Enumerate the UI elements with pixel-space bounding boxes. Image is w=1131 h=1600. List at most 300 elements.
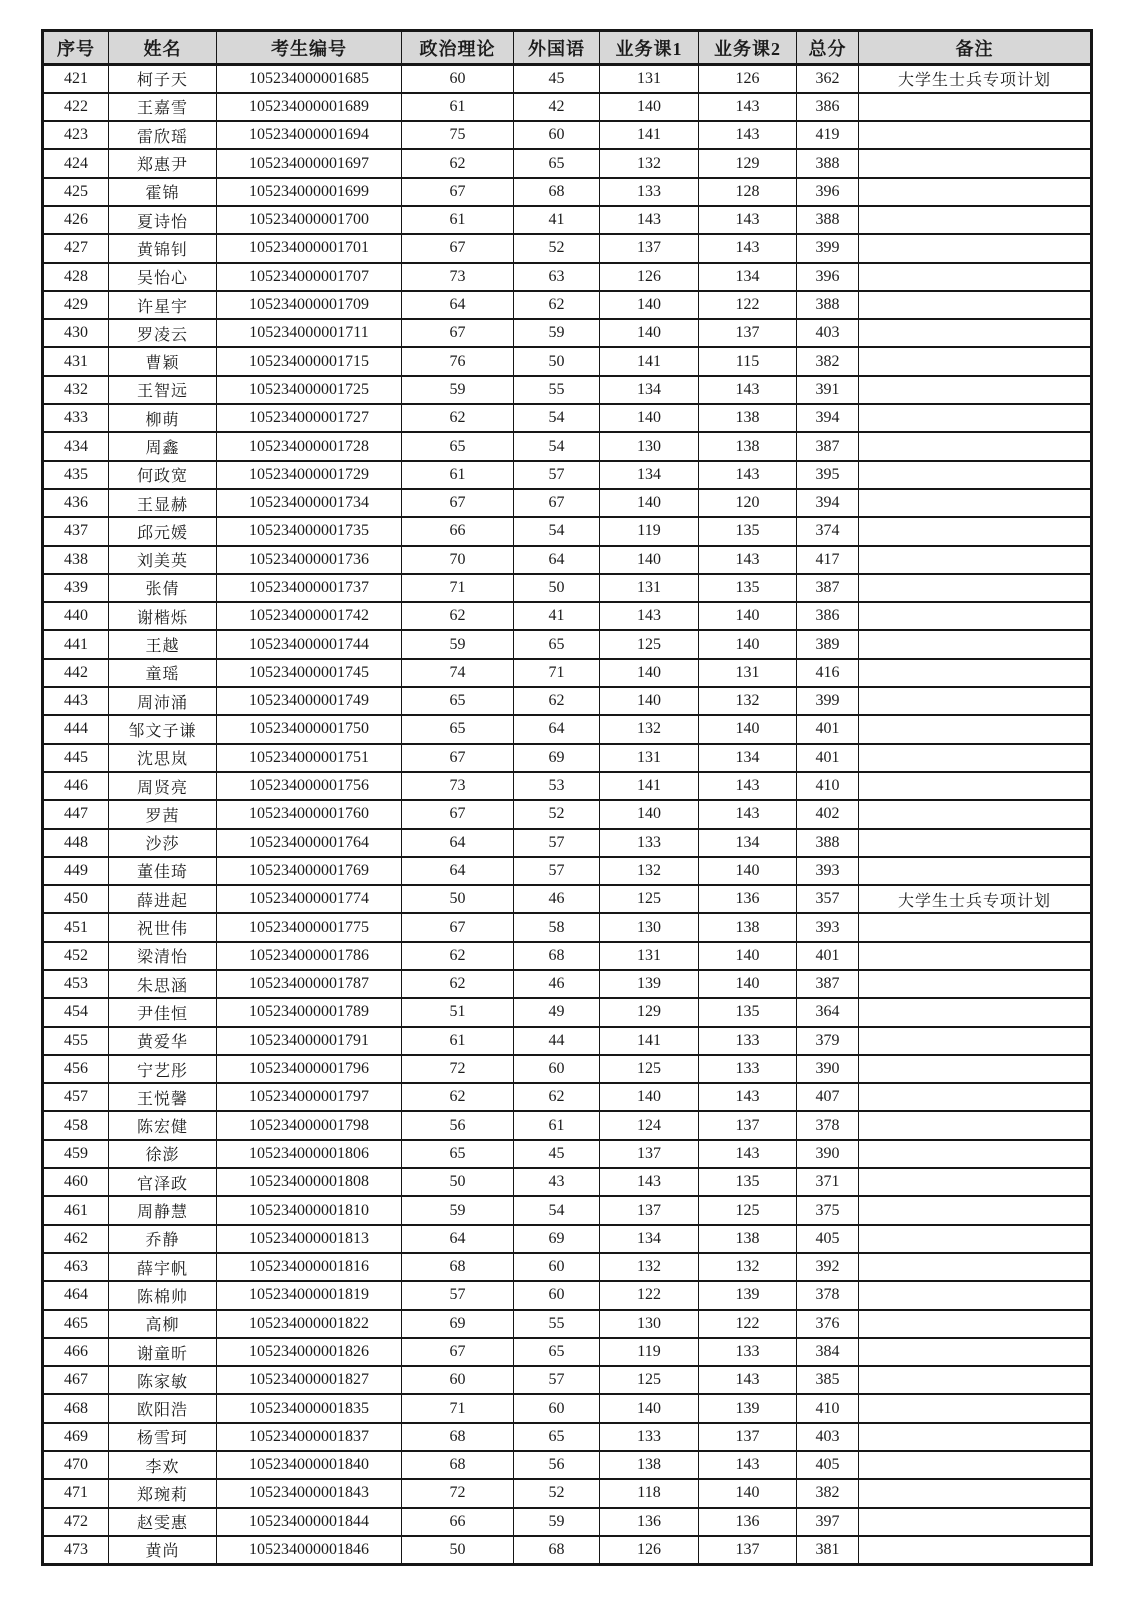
remark-cell [859,1111,1092,1139]
table-cell: 55 [514,376,600,404]
table-cell: 59 [402,1196,514,1224]
table-cell: 140 [699,970,797,998]
table-cell: 62 [402,602,514,630]
table-cell: 393 [797,857,859,885]
table-row [43,376,1092,404]
table-cell: 431 [43,347,109,375]
table-cell: 122 [699,1310,797,1338]
table-cell: 133 [600,178,699,206]
table-cell: 439 [43,574,109,602]
table-cell: 449 [43,857,109,885]
name-cell: 童瑶 [109,659,217,687]
table-cell: 118 [600,1479,699,1507]
table-cell: 465 [43,1310,109,1338]
remark-cell [859,432,1092,460]
table-cell: 125 [600,1366,699,1394]
table-row [43,1508,1092,1536]
table-cell: 105234000001750 [217,715,402,743]
remark-cell [859,234,1092,262]
table-row [43,1140,1092,1168]
table-row [43,319,1092,347]
score-table [41,29,1093,1566]
remark-cell [859,1310,1092,1338]
remark-cell [859,1196,1092,1224]
table-cell: 132 [600,149,699,177]
remark-cell [859,1225,1092,1253]
table-cell: 65 [514,149,600,177]
table-cell: 49 [514,998,600,1026]
table-cell: 140 [600,404,699,432]
name-cell: 邹文子谦 [109,715,217,743]
table-cell: 455 [43,1027,109,1055]
table-cell: 140 [699,715,797,743]
table-cell: 140 [600,546,699,574]
name-cell: 薛进起 [109,885,217,913]
table-cell: 138 [699,432,797,460]
name-cell: 周贤亮 [109,772,217,800]
table-cell: 68 [402,1253,514,1281]
table-cell: 57 [514,857,600,885]
table-cell: 69 [402,1310,514,1338]
table-cell: 132 [600,715,699,743]
table-cell: 105234000001774 [217,885,402,913]
table-row [43,1451,1092,1479]
table-cell: 105234000001837 [217,1423,402,1451]
table-cell: 143 [699,461,797,489]
table-cell: 386 [797,602,859,630]
table-cell: 140 [600,93,699,121]
column-header: 总分 [797,31,859,65]
table-cell: 140 [699,602,797,630]
table-cell: 60 [514,121,600,149]
table-cell: 126 [600,1536,699,1564]
remark-cell [859,1508,1092,1536]
table-cell: 60 [514,1055,600,1083]
table-cell: 140 [600,489,699,517]
table-cell: 405 [797,1451,859,1479]
remark-cell [859,461,1092,489]
table-cell: 119 [600,1338,699,1366]
table-row [43,687,1092,715]
table-row [43,715,1092,743]
table-cell: 105234000001846 [217,1536,402,1564]
table-cell: 139 [699,1281,797,1309]
table-row [43,574,1092,602]
table-cell: 140 [600,291,699,319]
table-cell: 105234000001699 [217,178,402,206]
table-cell: 425 [43,178,109,206]
table-cell: 452 [43,942,109,970]
table-cell: 424 [43,149,109,177]
table-cell: 105234000001694 [217,121,402,149]
table-cell: 429 [43,291,109,319]
table-row [43,1423,1092,1451]
table-cell: 463 [43,1253,109,1281]
table-cell: 138 [600,1451,699,1479]
remark-cell [859,998,1092,1026]
table-cell: 131 [600,744,699,772]
table-row [43,93,1092,121]
table-row [43,347,1092,375]
table-cell: 143 [699,234,797,262]
name-cell: 罗凌云 [109,319,217,347]
name-cell: 雷欣瑶 [109,121,217,149]
table-row [43,857,1092,885]
table-cell: 388 [797,206,859,234]
table-cell: 54 [514,1196,600,1224]
table-cell: 364 [797,998,859,1026]
table-cell: 42 [514,93,600,121]
remark-cell [859,376,1092,404]
table-cell: 470 [43,1451,109,1479]
table-cell: 125 [600,1055,699,1083]
table-cell: 136 [600,1508,699,1536]
remark-cell [859,1394,1092,1422]
name-cell: 王悦馨 [109,1083,217,1111]
table-cell: 129 [699,149,797,177]
remark-cell [859,1366,1092,1394]
name-cell: 王嘉雪 [109,93,217,121]
name-cell: 陈宏健 [109,1111,217,1139]
name-cell: 刘美英 [109,546,217,574]
table-cell: 126 [600,263,699,291]
table-cell: 105234000001749 [217,687,402,715]
table-cell: 50 [402,1536,514,1564]
table-row [43,404,1092,432]
table-cell: 135 [699,998,797,1026]
name-cell: 王智远 [109,376,217,404]
table-cell: 462 [43,1225,109,1253]
table-cell: 403 [797,319,859,347]
remark-cell [859,1536,1092,1564]
table-cell: 128 [699,178,797,206]
table-cell: 105234000001760 [217,800,402,828]
table-cell: 105234000001843 [217,1479,402,1507]
table-cell: 46 [514,970,600,998]
table-cell: 56 [402,1111,514,1139]
table-cell: 141 [600,1027,699,1055]
table-cell: 105234000001769 [217,857,402,885]
table-cell: 456 [43,1055,109,1083]
name-cell: 张倩 [109,574,217,602]
table-cell: 62 [402,149,514,177]
table-row [43,461,1092,489]
table-row [43,65,1092,93]
table-cell: 458 [43,1111,109,1139]
table-cell: 43 [514,1168,600,1196]
table-cell: 143 [699,206,797,234]
name-cell: 李欢 [109,1451,217,1479]
table-cell: 442 [43,659,109,687]
table-row [43,121,1092,149]
table-cell: 445 [43,744,109,772]
table-cell: 393 [797,913,859,941]
table-cell: 143 [699,1083,797,1111]
table-cell: 64 [402,857,514,885]
table-cell: 374 [797,517,859,545]
table-cell: 105234000001844 [217,1508,402,1536]
remark-cell [859,659,1092,687]
table-cell: 105234000001715 [217,347,402,375]
column-header: 外国语 [514,31,600,65]
table-cell: 138 [699,404,797,432]
table-cell: 132 [600,857,699,885]
table-cell: 143 [699,376,797,404]
table-cell: 67 [402,744,514,772]
remark-cell [859,206,1092,234]
table-cell: 65 [402,687,514,715]
table-cell: 362 [797,65,859,93]
remark-cell [859,1055,1092,1083]
table-cell: 59 [402,376,514,404]
table-cell: 57 [514,829,600,857]
table-cell: 392 [797,1253,859,1281]
table-cell: 68 [514,178,600,206]
table-cell: 388 [797,291,859,319]
remark-cell [859,1423,1092,1451]
name-cell: 郑惠尹 [109,149,217,177]
remark-cell [859,263,1092,291]
table-row [43,913,1092,941]
name-cell: 柳萌 [109,404,217,432]
table-cell: 105234000001797 [217,1083,402,1111]
table-cell: 55 [514,1310,600,1338]
table-cell: 65 [402,1140,514,1168]
table-cell: 402 [797,800,859,828]
table-cell: 138 [699,913,797,941]
table-cell: 72 [402,1055,514,1083]
table-cell: 133 [600,829,699,857]
table-cell: 143 [699,800,797,828]
table-cell: 396 [797,263,859,291]
remark-cell [859,517,1092,545]
table-cell: 140 [699,857,797,885]
table-cell: 105234000001736 [217,546,402,574]
table-cell: 440 [43,602,109,630]
table-cell: 125 [699,1196,797,1224]
table-cell: 135 [699,517,797,545]
table-cell: 410 [797,772,859,800]
table-row [43,149,1092,177]
table-cell: 143 [600,1168,699,1196]
name-cell: 夏诗怡 [109,206,217,234]
table-row [43,1281,1092,1309]
table-cell: 120 [699,489,797,517]
table-row [43,291,1092,319]
table-cell: 57 [514,461,600,489]
table-cell: 41 [514,206,600,234]
table-cell: 64 [514,715,600,743]
table-row [43,829,1092,857]
table-cell: 105234000001735 [217,517,402,545]
remark-cell [859,1168,1092,1196]
table-cell: 454 [43,998,109,1026]
table-row [43,1168,1092,1196]
table-cell: 105234000001737 [217,574,402,602]
table-cell: 137 [600,1196,699,1224]
table-cell: 466 [43,1338,109,1366]
table-cell: 416 [797,659,859,687]
table-cell: 125 [600,630,699,658]
table-cell: 357 [797,885,859,913]
table-cell: 67 [402,234,514,262]
table-cell: 450 [43,885,109,913]
table-cell: 399 [797,687,859,715]
table-cell: 105234000001744 [217,630,402,658]
name-cell: 霍锦 [109,178,217,206]
table-cell: 453 [43,970,109,998]
remark-cell [859,630,1092,658]
table-cell: 396 [797,178,859,206]
table-row [43,517,1092,545]
name-cell: 赵雯惠 [109,1508,217,1536]
table-cell: 444 [43,715,109,743]
name-cell: 陈棉帅 [109,1281,217,1309]
table-cell: 105234000001822 [217,1310,402,1338]
table-cell: 105234000001700 [217,206,402,234]
table-cell: 472 [43,1508,109,1536]
table-cell: 63 [514,263,600,291]
table-cell: 394 [797,489,859,517]
table-cell: 105234000001707 [217,263,402,291]
table-row [43,1338,1092,1366]
table-cell: 140 [600,687,699,715]
table-cell: 134 [600,1225,699,1253]
remark-cell [859,93,1092,121]
table-cell: 105234000001742 [217,602,402,630]
table-cell: 143 [699,1366,797,1394]
remark-cell [859,857,1092,885]
table-cell: 134 [699,744,797,772]
table-cell: 105234000001729 [217,461,402,489]
table-cell: 140 [600,1394,699,1422]
table-cell: 143 [699,546,797,574]
table-cell: 133 [699,1055,797,1083]
table-cell: 133 [699,1338,797,1366]
table-cell: 143 [699,93,797,121]
table-cell: 105234000001840 [217,1451,402,1479]
table-cell: 371 [797,1168,859,1196]
table-cell: 403 [797,1423,859,1451]
table-cell: 375 [797,1196,859,1224]
table-cell: 138 [699,1225,797,1253]
table-cell: 137 [600,1140,699,1168]
table-cell: 423 [43,121,109,149]
name-cell: 王显赫 [109,489,217,517]
table-cell: 69 [514,1225,600,1253]
table-cell: 75 [402,121,514,149]
table-cell: 68 [514,1536,600,1564]
table-cell: 105234000001787 [217,970,402,998]
remark-cell [859,574,1092,602]
table-row [43,602,1092,630]
table-cell: 59 [514,1508,600,1536]
remark-cell [859,913,1092,941]
name-cell: 薛宇帆 [109,1253,217,1281]
table-cell: 140 [699,1479,797,1507]
table-cell: 391 [797,376,859,404]
name-cell: 许星宇 [109,291,217,319]
table-cell: 105234000001810 [217,1196,402,1224]
table-cell: 62 [402,942,514,970]
table-cell: 105234000001796 [217,1055,402,1083]
table-body [43,65,1092,1565]
table-cell: 67 [402,800,514,828]
table-cell: 421 [43,65,109,93]
table-cell: 427 [43,234,109,262]
table-cell: 45 [514,1140,600,1168]
table-cell: 129 [600,998,699,1026]
remark-cell [859,149,1092,177]
table-cell: 473 [43,1536,109,1564]
remark-cell [859,744,1092,772]
table-row [43,1479,1092,1507]
table-cell: 134 [699,263,797,291]
remark-cell [859,1253,1092,1281]
table-cell: 130 [600,432,699,460]
table-row [43,546,1092,574]
name-cell: 曹颖 [109,347,217,375]
remark-cell [859,715,1092,743]
table-cell: 397 [797,1508,859,1536]
table-cell: 54 [514,404,600,432]
remark-cell [859,942,1092,970]
table-cell: 432 [43,376,109,404]
table-cell: 68 [402,1451,514,1479]
table-row [43,432,1092,460]
name-cell: 谢童昕 [109,1338,217,1366]
table-cell: 66 [402,517,514,545]
table-cell: 46 [514,885,600,913]
table-cell: 125 [600,885,699,913]
table-cell: 60 [402,1366,514,1394]
table-row [43,1366,1092,1394]
table-cell: 133 [699,1027,797,1055]
name-cell: 沈思岚 [109,744,217,772]
table-cell: 395 [797,461,859,489]
table-cell: 134 [600,376,699,404]
table-cell: 50 [402,1168,514,1196]
table-cell: 41 [514,602,600,630]
remark-cell: 大学生士兵专项计划 [859,885,1092,913]
table-row [43,178,1092,206]
table-cell: 469 [43,1423,109,1451]
table-cell: 105234000001816 [217,1253,402,1281]
table-cell: 381 [797,1536,859,1564]
name-cell: 祝世伟 [109,913,217,941]
name-cell: 黄爱华 [109,1027,217,1055]
table-cell: 410 [797,1394,859,1422]
table-cell: 57 [514,1366,600,1394]
table-cell: 459 [43,1140,109,1168]
table-cell: 105234000001827 [217,1366,402,1394]
column-header: 考生编号 [217,31,402,65]
remark-cell [859,1281,1092,1309]
table-cell: 105234000001689 [217,93,402,121]
table-cell: 428 [43,263,109,291]
table-cell: 137 [699,1423,797,1451]
table-cell: 67 [402,489,514,517]
name-cell: 谢楷烁 [109,602,217,630]
table-row [43,489,1092,517]
table-row [43,1083,1092,1111]
table-cell: 143 [600,602,699,630]
table-cell: 126 [699,65,797,93]
table-row [43,263,1092,291]
table-cell: 407 [797,1083,859,1111]
table-cell: 73 [402,263,514,291]
table-cell: 384 [797,1338,859,1366]
